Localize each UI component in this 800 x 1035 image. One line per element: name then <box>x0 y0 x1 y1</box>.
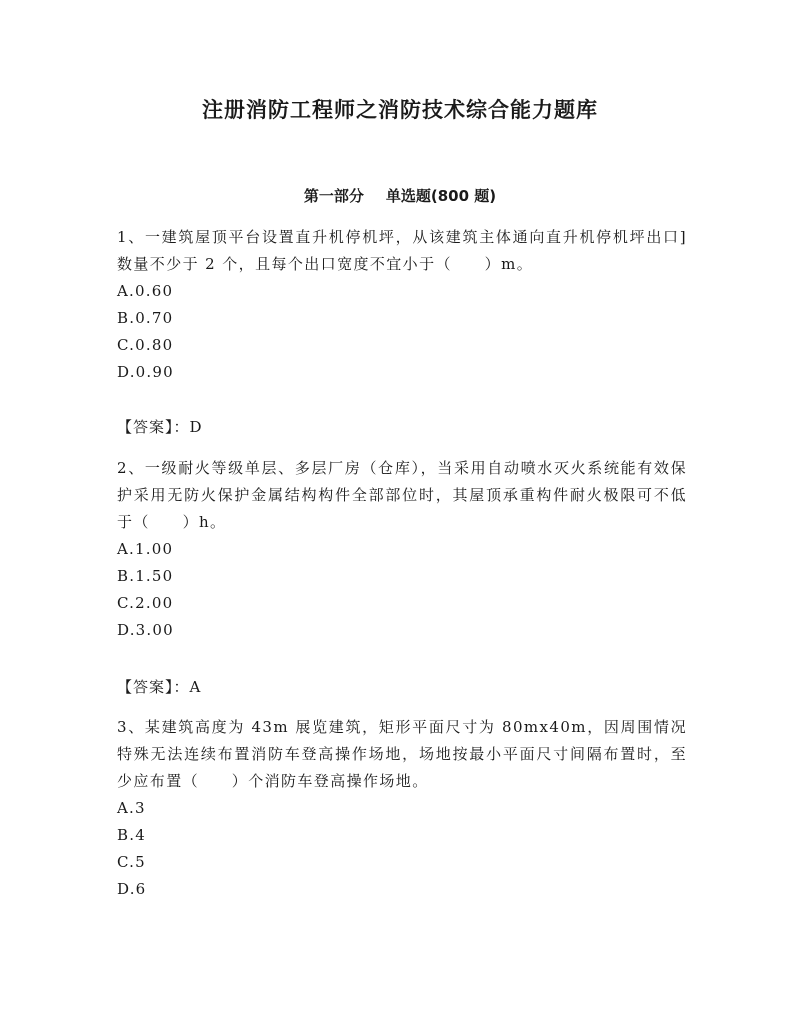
section-part: 第一部分 <box>303 187 364 205</box>
section-title <box>0 185 800 206</box>
answer-label: 【答案】： <box>117 678 190 696</box>
answer-value: D <box>189 418 203 436</box>
option-a: A.1.00 <box>117 540 174 558</box>
option-d: D.3.00 <box>117 621 174 639</box>
section-heading: 单选题(800 题) <box>385 187 497 205</box>
answer-value: A <box>189 678 202 696</box>
option-a: A.3 <box>117 799 146 817</box>
option-b: B.4 <box>117 826 146 844</box>
answer-line <box>117 417 203 437</box>
question-text: 2、一级耐火等级单层、多层厂房（仓库），当采用自动喷水灭火系统能有效保护采用无防火保护金属结构构件全部部位时，其屋顶承重构件耐火极限可不低于（ ）h。 <box>117 459 687 531</box>
answer-line <box>117 677 201 697</box>
question-text: 3、某建筑高度为 43m 展览建筑，矩形平面尺寸为 80mx40m，因周围情况特殊无法连续布置消防车登高操作场地，场地按最小平面尺寸间隔布置时，至少应布置（ ）个消防车登高操作场地。 <box>117 718 687 790</box>
option-c: C.2.00 <box>117 594 174 612</box>
option-c: C.5 <box>117 853 146 871</box>
answer-label: 【答案】： <box>117 418 190 436</box>
option-a: A.0.60 <box>117 282 174 300</box>
page-title: 注册消防工程师之消防技术综合能力题库 <box>202 98 598 122</box>
option-d: D.0.90 <box>117 363 174 381</box>
option-b: B.1.50 <box>117 567 174 585</box>
option-d: D.6 <box>117 880 147 898</box>
option-c: C.0.80 <box>117 336 174 354</box>
option-b: B.0.70 <box>117 309 174 327</box>
question-text: 1、一建筑屋顶平台设置直升机停机坪，从该建筑主体通向直升机停机坪出口]数量不少于 2 个，且每个出口宽度不宜小于（ ）m。 <box>117 228 687 273</box>
